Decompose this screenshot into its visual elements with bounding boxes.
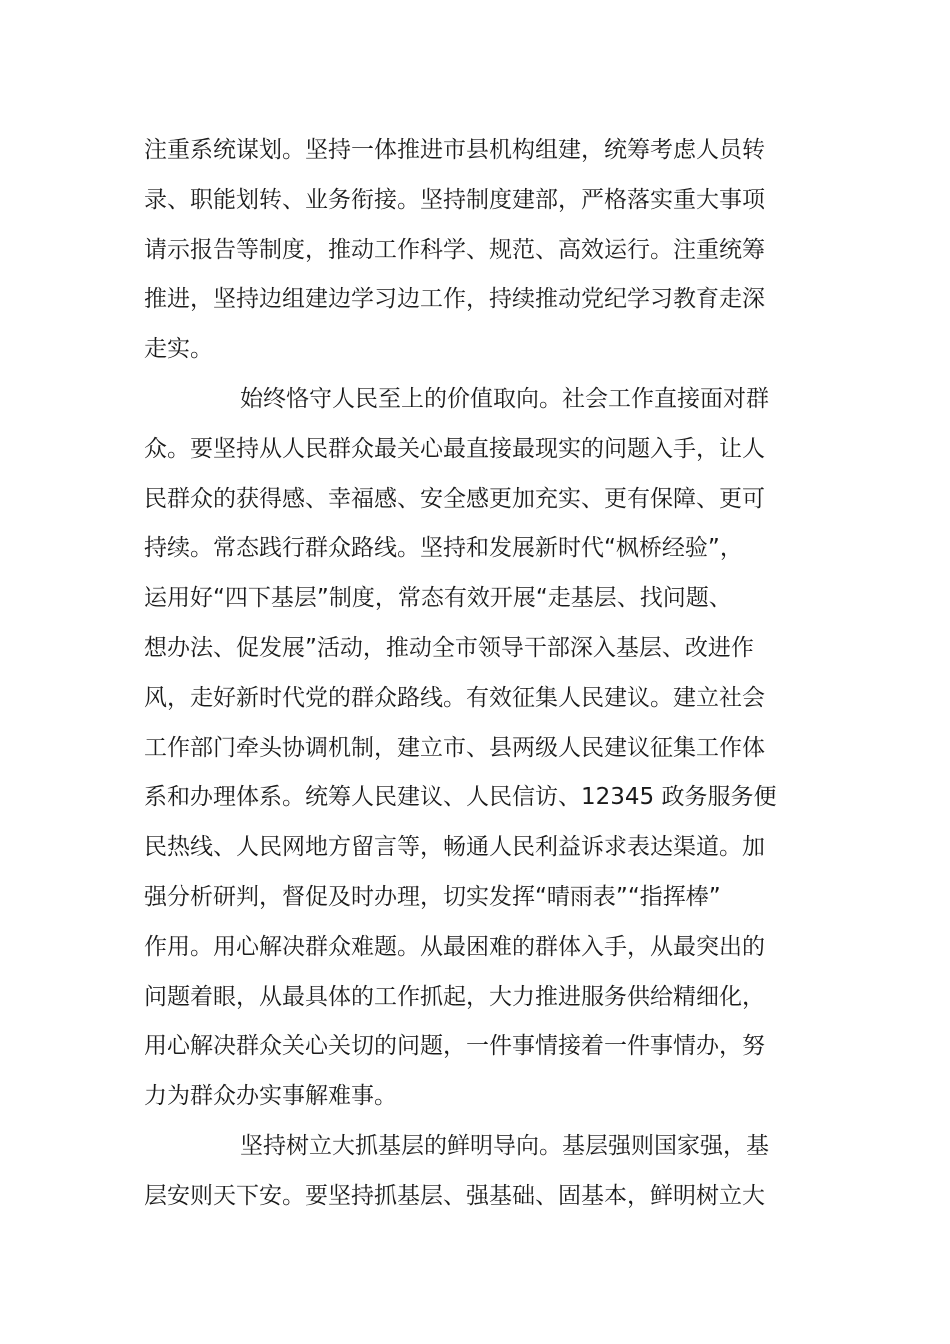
paragraph-first-line: 坚持树立大抓基层的鲜明导向。基层强则国家强，基: [240, 1132, 769, 1159]
text-line: 民热线、人民网地方留言等，畅通人民利益诉求表达渠道。加: [144, 834, 765, 861]
text-line: 风，走好新时代党的群众路线。有效征集人民建议。建立社会: [144, 684, 765, 711]
text-line: 工作部门牵头协调机制，建立市、县两级人民建议征集工作体: [144, 734, 765, 761]
text-line: 持续。常态践行群众路线。坚持和发展新时代“枫桥经验”，: [144, 535, 743, 562]
text-line: 走实。: [144, 336, 213, 363]
text-line: 请示报告等制度，推动工作科学、规范、高效运行。注重统筹: [144, 236, 765, 263]
text-line: 力为群众办实事解难事。: [144, 1083, 397, 1110]
body-text: [144, 126, 804, 1222]
text-line: 强分析研判，督促及时办理，切实发挥“晴雨表”“指挥棒”: [144, 883, 721, 910]
text-line: 注重系统谋划。坚持一体推进市县机构组建，统筹考虑人员转: [144, 137, 765, 163]
text-line: 问题着眼，从最具体的工作抓起，大力推进服务供给精细化，: [144, 983, 765, 1010]
text-line: 众。要坚持从人民群众最关心最直接最现实的问题入手，让人: [144, 435, 765, 462]
text-line: 运用好“四下基层”制度，常态有效开展“走基层、找问题、: [144, 585, 732, 612]
paragraph-first-line: 始终恪守人民至上的价值取向。社会工作直接面对群: [240, 385, 769, 412]
text-line: 层安则天下安。要坚持抓基层、强基础、固基本，鲜明树立大: [144, 1182, 765, 1209]
text-line: 作用。用心解决群众难题。从最困难的群体入手，从最突出的: [144, 933, 765, 960]
text-line: 用心解决群众关心关切的问题，一件事情接着一件事情办，努: [144, 1033, 765, 1060]
text-line: 民群众的获得感、幸福感、安全感更加充实、更有保障、更可: [144, 485, 765, 512]
text-line: 想办法、促发展”活动，推动全市领导干部深入基层、改进作: [144, 634, 754, 661]
text-line: 系和办理体系。统筹人民建议、人民信访、12345 政务服务便: [144, 784, 777, 811]
text-line: 录、职能划转、业务衔接。坚持制度建部，严格落实重大事项: [144, 186, 765, 213]
text-line: 推进，坚持边组建边学习边工作，持续推动党纪学习教育走深: [144, 286, 765, 313]
